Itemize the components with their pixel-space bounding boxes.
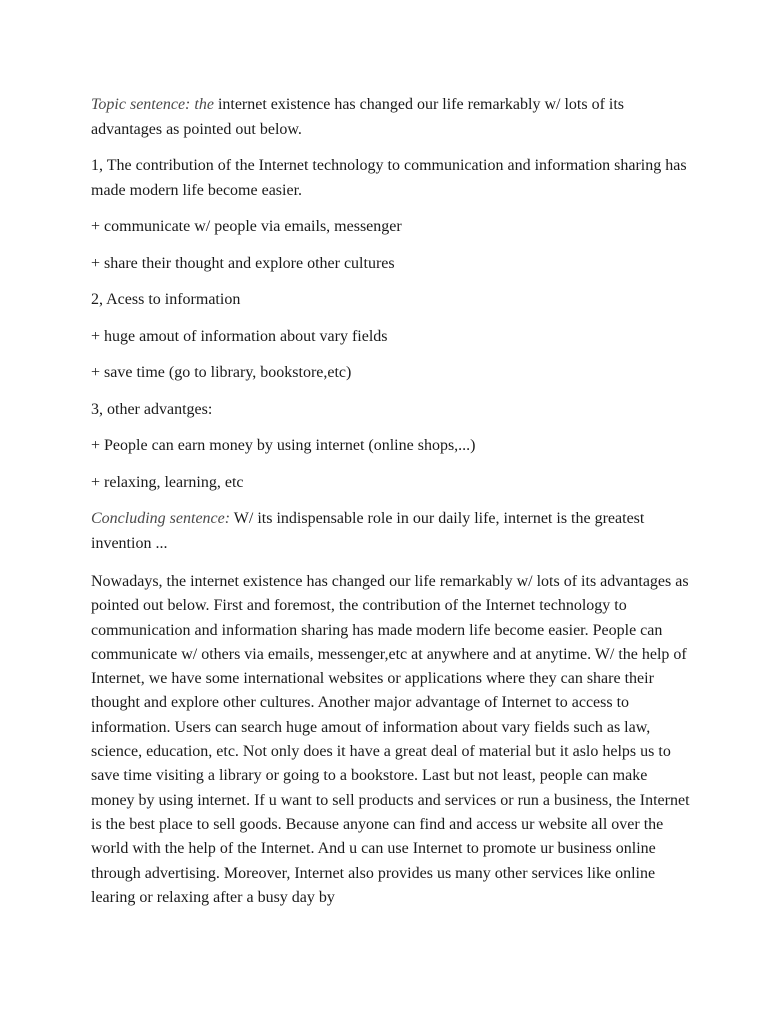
topic-sentence — [91, 93, 691, 142]
topic-sentence-label: Topic sentence: the — [91, 96, 214, 113]
outline-item: 2, Acess to information — [91, 291, 241, 308]
topic-sentence-text: internet existence has changed our life remarkably w/ lots of its advantages as pointed out below. — [91, 96, 625, 138]
outline-item: + huge amout of information about vary fields — [91, 327, 388, 345]
document-page — [91, 93, 691, 922]
outline-item: + relaxing, learning, etc — [91, 473, 244, 491]
outline-item: + share their thought and explore other cultures — [91, 254, 395, 272]
essay-paragraph: Nowadays, the internet existence has changed our life remarkably w/ lots of its advantages as pointed out below. First and foremost, the contribution of the Internet technology to communication and information sharing has made modern life become easier. People can communicate w/ others via emails, messenger,etc at anywhere and at anytime. W/ the help of Internet, we have some international websites or applications where they can share their thought and explore other cultures. Another major advantage of Internet to access to information. Users can search huge amout of information about vary fields such as law, science, education, etc. Not only does it have a great deal of material but it aslo helps us to save time visiting a library or going to a bookstore. Last but not least, people can make money by using internet. If u want to sell products and services or run a business, the Internet is the best place to sell goods. Because anyone can find and access ur website all over the world with the help of the Internet. And u can use Internet to promote ur business online through advertising. Moreover, Internet also provides us many other services like online learing or relaxing after a busy day by — [91, 573, 690, 906]
concluding-sentence-text: W/ its indispensable role in our daily life, internet is the greatest invention ... — [91, 510, 645, 552]
outline-item: + communicate w/ people via emails, messenger — [91, 218, 402, 235]
outline-item: + save time (go to library, bookstore,etc) — [91, 364, 352, 381]
outline-item: + People can earn money by using internet (online shops,...) — [91, 437, 476, 454]
outline-item: 1, The contribution of the Internet technology to communication and information sharing has made modern life become easier. — [91, 157, 687, 199]
concluding-sentence — [91, 507, 691, 556]
outline-item: 3, other advantges: — [91, 400, 213, 418]
concluding-sentence-label: Concluding sentence: — [91, 510, 231, 527]
